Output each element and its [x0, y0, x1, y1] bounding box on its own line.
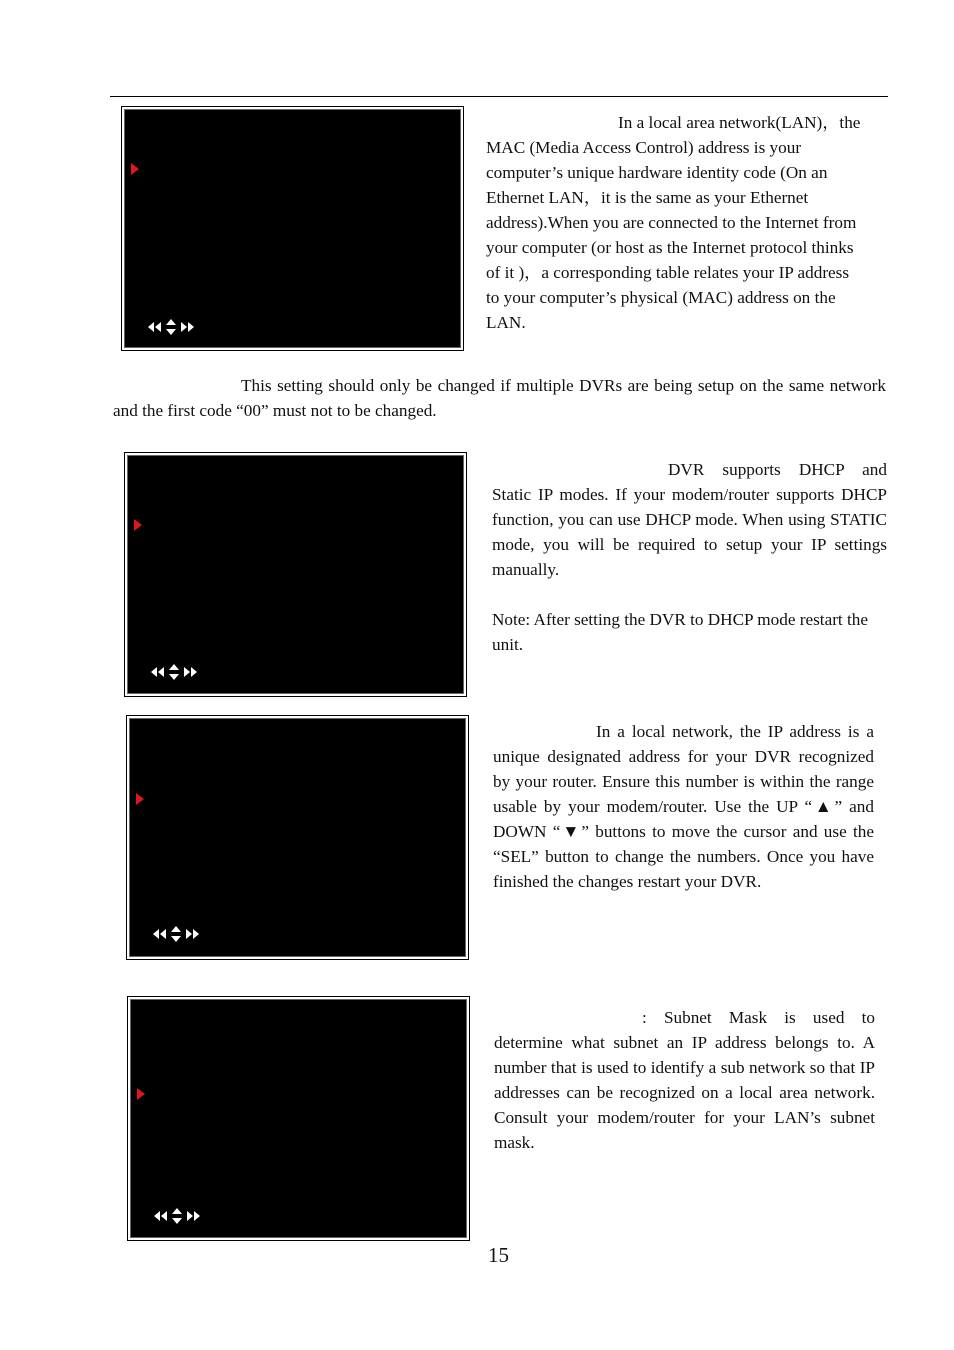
dvr-menu-screenshot-mac [121, 106, 464, 351]
dvr-menu-screenshot-ip [126, 715, 469, 960]
dvr-menu-screenshot-dhcp [124, 452, 467, 697]
navigation-arrows-icon [153, 1207, 201, 1225]
mac-description: In a local area network(LAN)，the MAC (Media Access Control) address is your computer’s unique hardware identity code (On an Ethernet LAN，it is the same as your Ethernet address).When you are connected to the Internet from your computer (or host as the Internet protocol thinks of it )，a corresponding table relates your IP address to your computer’s physical (MAC) address on the LAN. [486, 113, 861, 332]
navigation-arrows-icon [152, 925, 200, 943]
subnet-description: : Subnet Mask is used to determine what subnet an IP address belongs to. A number that is used to identify a sub network so that IP addresses can be recognized on a local area network. Consult your modem/router for your LAN’s subnet mask. [494, 1008, 875, 1152]
cursor-arrow-icon [136, 793, 144, 805]
cursor-arrow-icon [137, 1088, 145, 1100]
header-rule [110, 96, 888, 97]
navigation-arrows-icon [147, 318, 195, 336]
cursor-arrow-icon [134, 519, 142, 531]
cursor-arrow-icon [131, 163, 139, 175]
page-number: 15 [488, 1243, 509, 1267]
mac-change-note: This setting should only be changed if multiple DVRs are being setup on the same network and the first code “00” must not to be changed. [113, 376, 886, 420]
ip-description: In a local network, the IP address is a unique designated address for your DVR recognized by your router. Ensure this number is within the range usable by your modem/router. Use the UP “▲” and DOWN “▼” buttons to move the cursor and use the “SEL” button to change the numbers. Once you have finished the changes restart your DVR. [493, 722, 874, 891]
dhcp-restart-note: Note: After setting the DVR to DHCP mode restart the unit. [492, 610, 868, 654]
dhcp-description: DVR supports DHCP and Static IP modes. If your modem/router supports DHCP function, you can use DHCP mode. When using STATIC mode, you will be required to setup your IP settings manually. [492, 460, 887, 579]
navigation-arrows-icon [150, 663, 198, 681]
dvr-menu-screenshot-subnet [127, 996, 470, 1241]
